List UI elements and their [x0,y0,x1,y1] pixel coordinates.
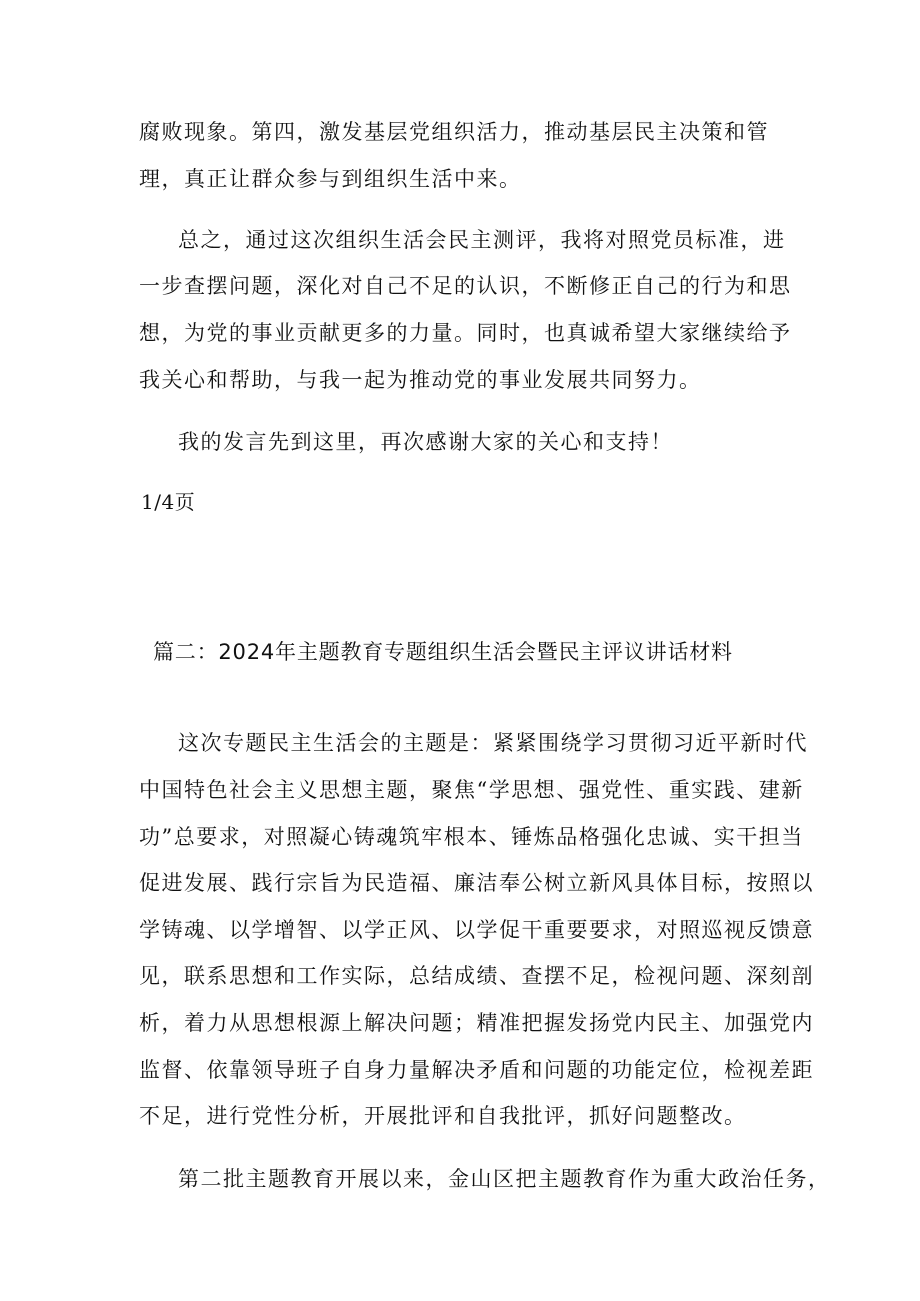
paragraph-line: 这次专题民主生活会的主题是：紧紧围绕学习贯彻习近平新时代 [178,731,808,755]
page-number: 1/4页 [141,490,196,514]
paragraph-line: 促进发展、践行宗旨为民造福、廉洁奉公树立新风具体目标，按照以 [139,871,814,895]
paragraph-line: 功”总要求，对照凝心铸魂筑牢根本、锤炼品格强化忠诚、实干担当 [139,825,804,849]
paragraph-line: 腐败现象。第四，激发基层党组织活力，推动基层民主决策和管 [139,120,769,144]
paragraph-line: 一步查摆问题，深化对自己不足的认识，不断修正自己的行为和思 [139,274,792,298]
paragraph-line: 监督、依靠领导班子自身力量解决矛盾和问题的功能定位，检视差距 [139,1058,814,1082]
paragraph-line: 想，为党的事业贡献更多的力量。同时，也真诚希望大家继续给予 [139,321,792,345]
paragraph-line: 学铸魂、以学增智、以学正风、以学促干重要要求，对照巡视反馈意 [139,918,814,942]
paragraph-line: 总之，通过这次组织生活会民主测评，我将对照党员标准，进 [178,228,786,252]
paragraph-line: 不足，进行党性分析，开展批评和自我批评，抓好问题整改。 [139,1104,747,1128]
section-heading: 篇二：2024年主题教育专题组织生活会暨民主评议讲话材料 [153,640,733,664]
paragraph-line: 见，联系思想和工作实际，总结成绩、查摆不足，检视问题、深刻剖 [139,964,814,988]
paragraph-line: 我关心和帮助，与我一起为推动党的事业发展共同努力。 [139,368,702,392]
paragraph-line: 理，真正让群众参与到组织生活中来。 [139,167,522,191]
paragraph-line: 我的发言先到这里，再次感谢大家的关心和支持！ [178,430,673,454]
paragraph-line: 第二批主题教育开展以来，金山区把主题教育作为重大政治任务， [178,1167,831,1191]
paragraph-line: 中国特色社会主义思想主题，聚焦“学思想、强党性、重实践、建新 [139,778,804,802]
paragraph-line: 析，着力从思想根源上解决问题；精准把握发扬党内民主、加强党内 [139,1011,814,1035]
